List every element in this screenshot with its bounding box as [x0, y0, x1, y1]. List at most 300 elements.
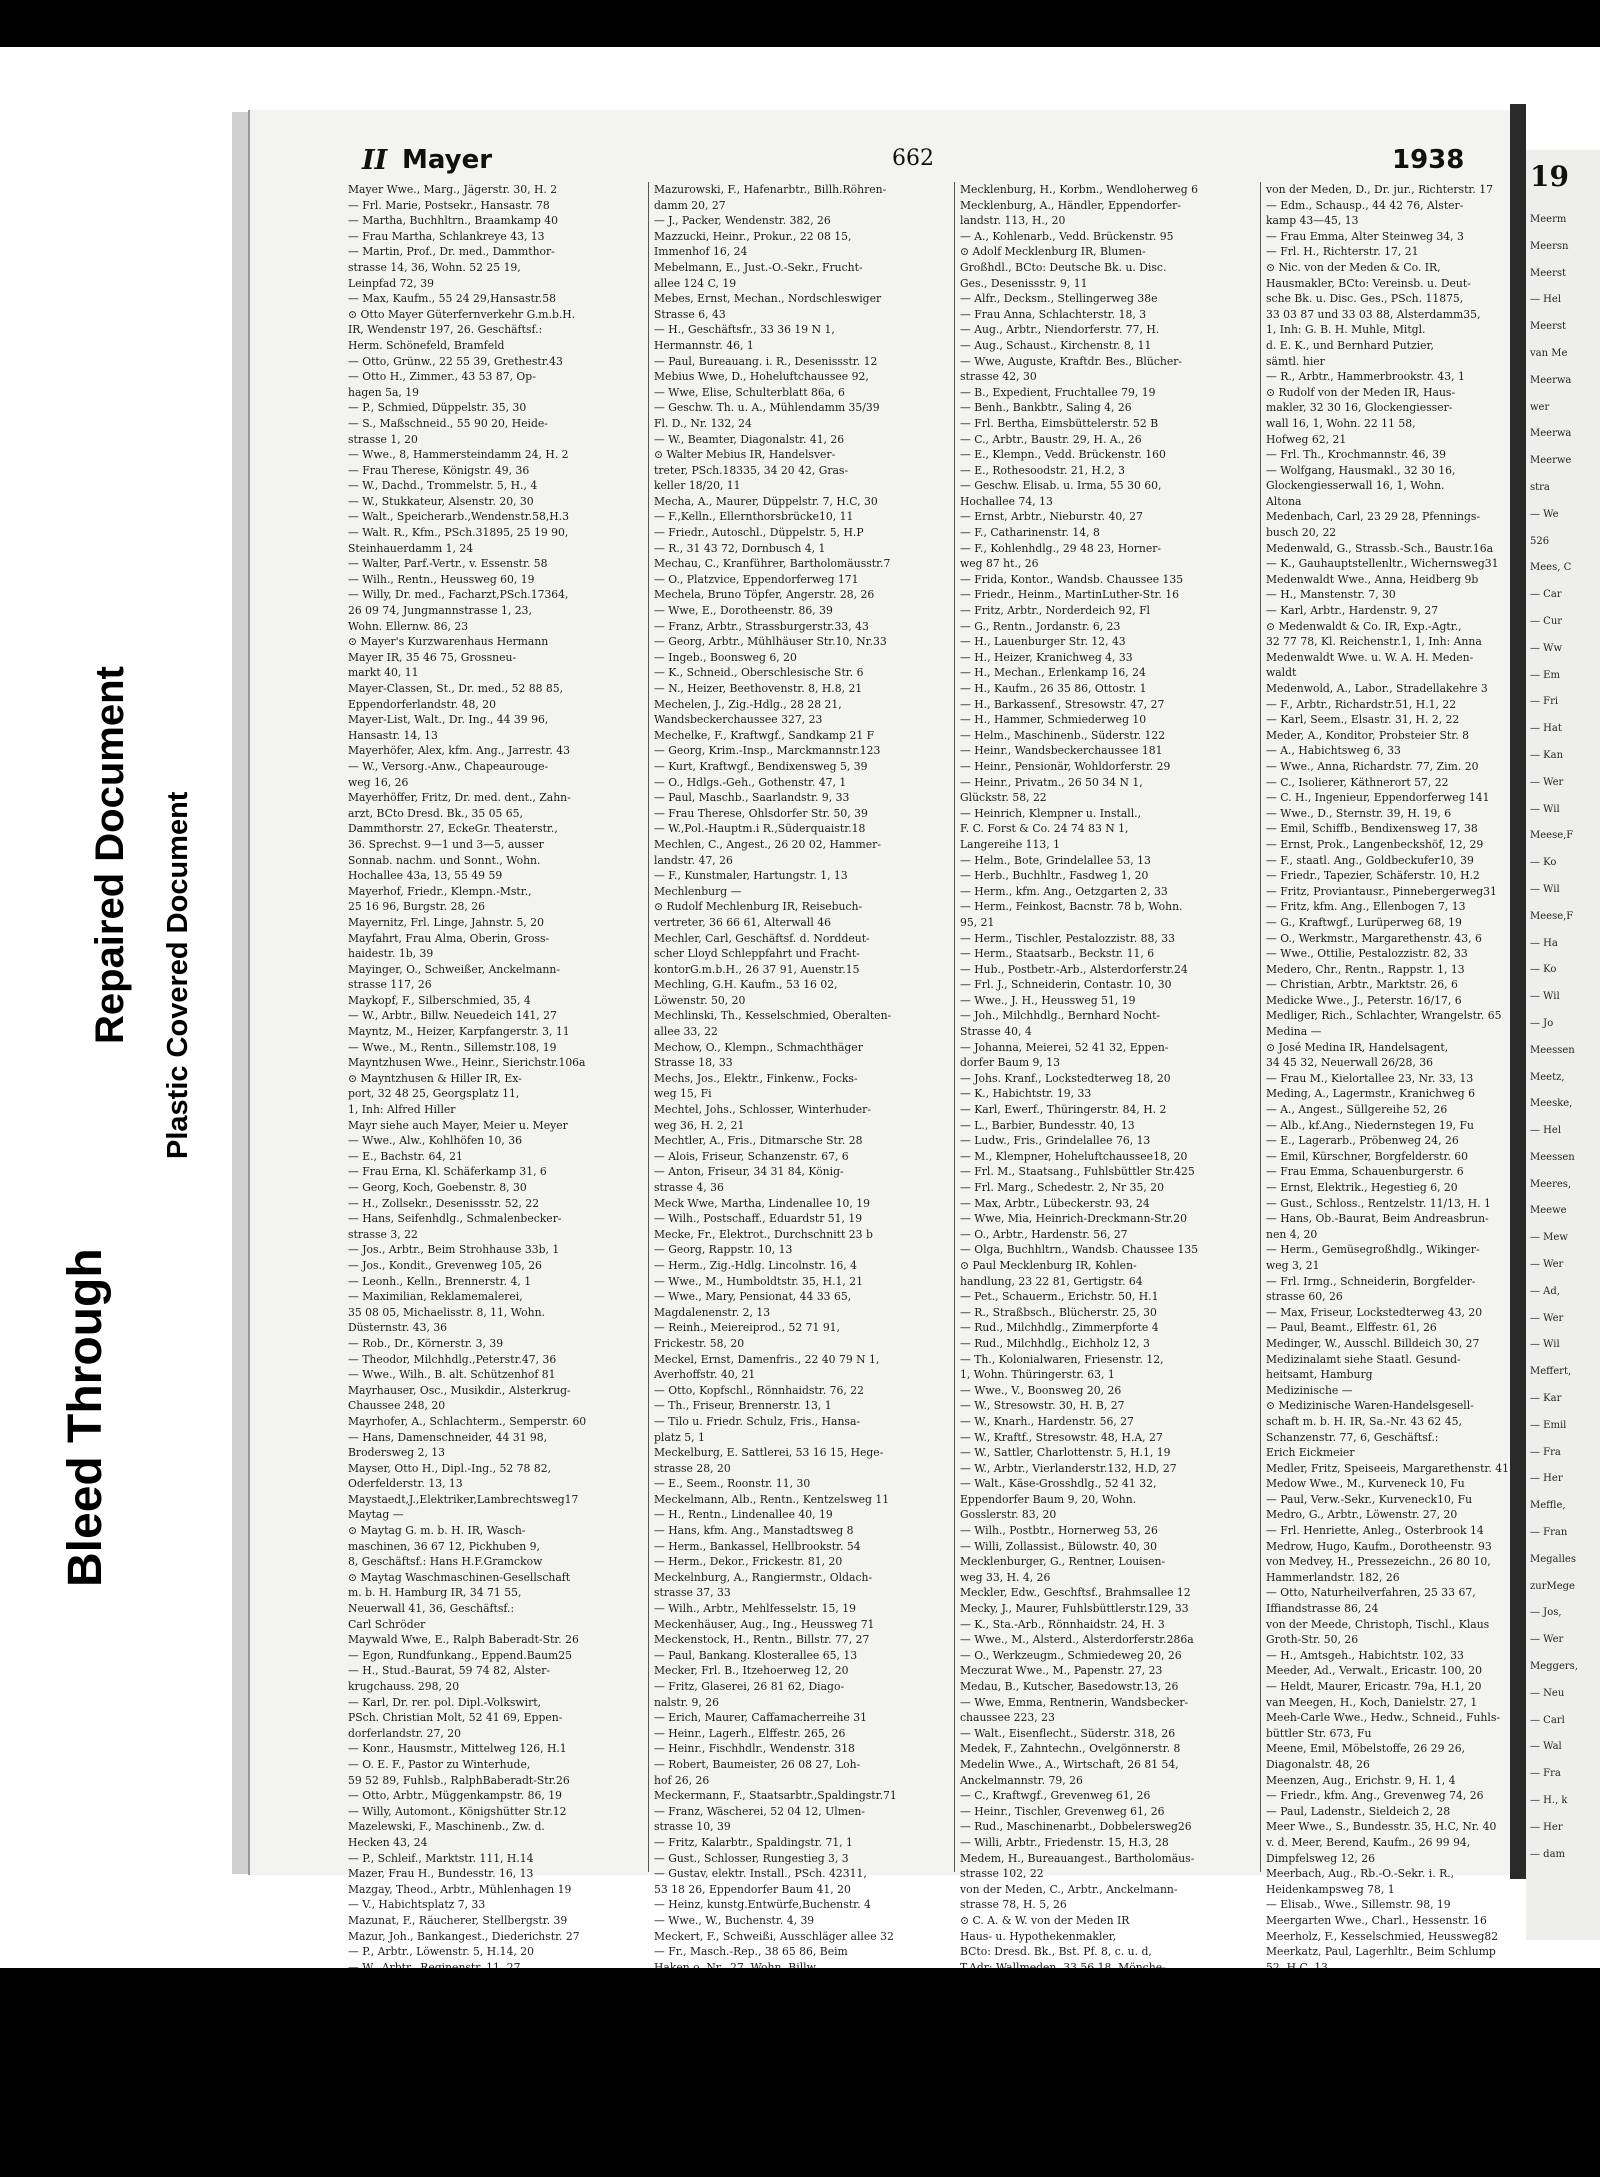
directory-entry-line: — O., Arbtr., Hardenstr. 56, 27	[960, 1227, 1128, 1241]
directory-entry-line: — Paul, Ladenstr., Sieldeich 2, 28	[1266, 1804, 1451, 1818]
directory-entry-line: Mechtler, A., Fris., Ditmarsche Str. 28	[654, 1134, 863, 1148]
directory-entry-line: krugchauss. 298, 20	[348, 1680, 460, 1693]
directory-entry-line: — Paul, Bureauang. i. R., Desenissstr. 12	[654, 354, 878, 368]
directory-entry-line: Medelin Wwe., A., Wirtschaft, 26 81 54,	[960, 1757, 1179, 1771]
directory-entry-line: — H., Lauenburger Str. 12, 43	[960, 635, 1126, 649]
directory-entry-line: Leinpfad 72, 39	[348, 276, 434, 290]
directory-entry-line: — Willi, Zollassist., Bülowstr. 40, 30	[960, 1539, 1158, 1553]
directory-entry-line: — Jos., Arbtr., Beim Strohhause 33b, 1	[348, 1243, 560, 1257]
directory-entry-line: — F., Kunstmaler, Hartungstr. 1, 13	[654, 869, 848, 883]
directory-entry-line: — Ernst, Elektrik., Hegestieg 6, 20	[1266, 1181, 1458, 1194]
directory-entry-line: 36. Sprechst. 9—1 und 3—5, ausser	[348, 837, 544, 851]
directory-entry-line: ⊙ Otto Mayer Güterfernverkehr G.m.b.H.	[348, 307, 576, 321]
directory-entry-line: Medow Wwe., M., Kurveneck 10, Fu	[1266, 1477, 1465, 1491]
directory-entry-line: — Leonh., Kelln., Brennerstr. 4, 1	[348, 1274, 532, 1288]
directory-entry-line: — Fra	[1530, 1446, 1561, 1458]
directory-entry-line: Anckelmannstr. 79, 26	[960, 1773, 1083, 1787]
directory-entry-line: Meene, Emil, Möbelstoffe, 26 29 26,	[1266, 1742, 1466, 1756]
directory-entry-line: Medenwold, A., Labor., Stradellakehre 3	[1266, 682, 1488, 695]
directory-entry-line: ⊙ C. A. & W. von der Meden IR	[960, 1913, 1130, 1927]
directory-entry-line: Meckler, Edw., Geschftsf., Brahmsallee 12	[960, 1586, 1191, 1600]
directory-entry-line: — Wil	[1530, 991, 1560, 1003]
directory-entry-line: — Rob., Dr., Körnerstr. 3, 39	[348, 1336, 504, 1350]
directory-entry-line: Mayrhauser, Osc., Musikdir., Alsterkrug-	[348, 1383, 571, 1397]
directory-entry-line: — Fritz, Arbtr., Norderdeich 92, Fl	[960, 604, 1151, 618]
directory-entry-line: — Frl. Marie, Postsekr., Hansastr. 78	[348, 198, 550, 212]
directory-entry-line: Meenzen, Aug., Erichstr. 9, H. 1, 4	[1266, 1773, 1456, 1787]
directory-entry-line: Meewe	[1530, 1205, 1567, 1217]
directory-entry-line: weg 33, H. 4, 26	[960, 1570, 1051, 1584]
directory-entry-line: Mecky, J., Maurer, Fuhlsbüttlerstr.129, 33	[960, 1602, 1189, 1616]
directory-entry-line: — N., Heizer, Beethovenstr. 8, H.8, 21	[654, 682, 863, 695]
directory-entry-line: Meck Wwe, Martha, Lindenallee 10, 19	[654, 1196, 871, 1210]
directory-entry-line: ⊙ Walter Mebius IR, Handelsver-	[654, 448, 836, 462]
directory-entry-line: weg 3, 21	[1266, 1258, 1320, 1272]
entries-column-1	[348, 182, 649, 1959]
directory-entry-line: — Emil, Schiffb., Bendixensweg 17, 38	[1266, 822, 1478, 836]
directory-entry-line: — Ww	[1530, 642, 1563, 654]
directory-entry-line: Averhoffstr. 40, 21	[654, 1368, 756, 1382]
directory-entry-line: Mechelen, J., Zig.-Hdlg., 28 28 21,	[654, 697, 842, 711]
directory-entry-line: — C., Kraftwgf., Grevenweg 61, 26	[960, 1789, 1151, 1803]
label-bleed-through: Bleed Through	[59, 1248, 112, 1587]
directory-entry-line: Sonnab. nachm. und Sonnt., Wohn.	[348, 853, 541, 867]
book-gutter	[1510, 104, 1526, 1879]
directory-entry-line: handlung, 23 22 81, Gertigstr. 64	[960, 1274, 1143, 1288]
directory-entry-line: — Hans, kfm. Ang., Manstadtsweg 8	[654, 1524, 854, 1538]
directory-entry-line: — Pet., Schauerm., Erichstr. 50, H.1	[960, 1290, 1159, 1304]
directory-entry-line: treter, PSch.18335, 34 20 42, Gras-	[654, 463, 849, 477]
directory-entry-line: — Hans, Damenschneider, 44 31 98,	[348, 1430, 548, 1444]
directory-entry-line: — E., Bachstr. 64, 21	[348, 1149, 463, 1163]
directory-entry-line: 34 45 32, Neuerwall 26/28, 36	[1266, 1056, 1434, 1070]
directory-entry-line: strasse 28, 20	[654, 1461, 731, 1475]
directory-entry-line: Medina —	[1266, 1025, 1322, 1039]
directory-entry-line: — Willi, Arbtr., Friedenstr. 15, H.3, 28	[960, 1835, 1169, 1849]
directory-entry-line: F. C. Forst & Co. 24 74 83 N 1,	[960, 822, 1129, 836]
directory-entry-line: — Emil	[1530, 1419, 1567, 1431]
directory-entry-line: — Olga, Buchhltrn., Wandsb. Chaussee 135	[960, 1243, 1199, 1257]
directory-entry-line: — J., Packer, Wendenstr. 382, 26	[654, 214, 831, 228]
directory-entry-line: — A., Angest., Süllgereihe 52, 26	[1266, 1103, 1448, 1117]
directory-entry-line: — Paul, Bankang. Klosterallee 65, 13	[654, 1648, 858, 1662]
scan-bottom-border	[0, 1968, 1600, 2177]
directory-entry-line: Steinhauerdamm 1, 24	[348, 541, 474, 555]
directory-entry-line: v. d. Meer, Berend, Kaufm., 26 99 94,	[1266, 1835, 1471, 1849]
directory-entry-line: Mazer, Frau H., Bundesstr. 16, 13	[348, 1867, 534, 1881]
directory-entry-line: — W.,Pol.-Hauptm.i R.,Süderquaistr.18	[654, 822, 866, 836]
directory-entry-line: — Frau Therese, Königstr. 49, 36	[348, 463, 530, 477]
directory-entry-line: — Herm., Staatsarb., Beckstr. 11, 6	[960, 947, 1155, 961]
directory-entry-line: Meggers,	[1530, 1661, 1578, 1673]
directory-entry-line: Mayerhöfer, Alex, kfm. Ang., Jarrestr. 43	[348, 744, 570, 758]
directory-entry-line: — Frl. Bertha, Eimsbüttelerstr. 52 B	[960, 416, 1159, 430]
directory-entry-line: Carl Schröder	[348, 1617, 426, 1631]
directory-entry-line: — M., Klempner, Hoheluftchaussee18, 20	[960, 1149, 1188, 1163]
directory-entry-line: — Christian, Arbtr., Marktstr. 26, 6	[1266, 978, 1458, 992]
directory-entry-line: — Heldt, Maurer, Ericastr. 79a, H.1, 20	[1266, 1680, 1482, 1693]
directory-entry-line: — Ingeb., Boonsweg 6, 20	[654, 650, 797, 664]
directory-entry-line: — W., Beamter, Diagonalstr. 41, 26	[654, 432, 845, 446]
directory-entry-line: 26 09 74, Jungmannstrasse 1, 23,	[348, 604, 532, 618]
directory-entry-line: Medero, Chr., Rentn., Rappstr. 1, 13	[1266, 962, 1465, 976]
directory-entry-line: stra	[1530, 481, 1550, 493]
directory-entry-line: — A., Habichtsweg 6, 33	[1266, 744, 1401, 758]
directory-entry-line: heitsamt, Hamburg	[1266, 1368, 1373, 1382]
directory-entry-line: — Ha	[1530, 937, 1558, 949]
directory-entry-line: damm 20, 27	[654, 198, 726, 212]
directory-entry-line: von der Meede, Christoph, Tischl., Klaus	[1266, 1617, 1490, 1631]
directory-entry-line: maschinen, 36 67 12, Pickhuben 9,	[348, 1539, 540, 1553]
directory-entry-line: PSch. Christian Molt, 52 41 69, Eppen-	[348, 1711, 563, 1725]
directory-entry-line: — Wwe., M., Humboldtstr. 35, H.1, 21	[654, 1274, 863, 1288]
directory-entry-line: Mechs, Jos., Elektr., Finkenw., Focks-	[654, 1071, 858, 1085]
directory-entry-line: — Frida, Kontor., Wandsb. Chaussee 135	[960, 572, 1184, 586]
directory-entry-line: — Karl, Dr. rer. pol. Dipl.-Volkswirt,	[348, 1695, 542, 1709]
directory-entry-line: Mecklenburg, H., Korbm., Wendloherweg 6	[960, 183, 1199, 196]
directory-entry-line: Meerst	[1530, 321, 1567, 333]
directory-entry-line: — Georg, Rappstr. 10, 13	[654, 1243, 793, 1257]
directory-entry-line: — Georg, Arbtr., Mühlhäuser Str.10, Nr.33	[654, 635, 887, 649]
directory-entry-line: 35 08 05, Michaelisstr. 8, 11, Wohn.	[348, 1305, 545, 1319]
directory-entry-line: vertreter, 36 66 61, Alterwall 46	[654, 915, 831, 929]
directory-entry-line: Meergarten Wwe., Charl., Hessenstr. 16	[1266, 1913, 1487, 1927]
directory-entry-line: ⊙ Mayntzhusen & Hiller IR, Ex-	[348, 1071, 522, 1085]
directory-entry-line: Meerbach, Aug., Rb.-O.-Sekr. i. R.,	[1266, 1867, 1455, 1881]
directory-entry-line: Meffert,	[1530, 1366, 1572, 1378]
directory-entry-line: — Jo	[1530, 1017, 1554, 1029]
directory-entry-line: Mayrhofer, A., Schlachterm., Semperstr. 60	[348, 1414, 587, 1428]
directory-entry-line: — G., Rentn., Jordanstr. 6, 23	[960, 619, 1121, 633]
directory-entry-line: — Willy, Automont., Königshütter Str.12	[348, 1804, 567, 1818]
directory-entry-line: — Kurt, Kraftwgf., Bendixensweg 5, 39	[654, 759, 868, 773]
directory-entry-line: Meetz,	[1530, 1071, 1565, 1083]
directory-entry-line: — B., Expedient, Fruchtallee 79, 19	[960, 385, 1156, 399]
directory-entry-line: — O., Hdlgs.-Geh., Gothenstr. 47, 1	[654, 775, 847, 789]
directory-entry-line: Medek, F., Zahntechn., Ovelgönnerstr. 8	[960, 1742, 1181, 1756]
directory-entry-line: port, 32 48 25, Georgsplatz 11,	[348, 1087, 520, 1101]
directory-entry-line: — Cur	[1530, 615, 1563, 627]
directory-entry-line: — F., Catharinenstr. 14, 8	[960, 526, 1100, 540]
directory-entry-line: — Wilh., Postschaff., Eduardstr 51, 19	[654, 1212, 863, 1226]
directory-entry-line: Magdalenenstr. 2, 13	[654, 1305, 771, 1319]
directory-entry-line: Mayinger, O., Schweißer, Anckelmann-	[348, 962, 560, 976]
directory-entry-line: — Wwe., Alw., Kohlhöfen 10, 36	[348, 1134, 523, 1148]
directory-entry-line: — Hel	[1530, 294, 1562, 306]
directory-entry-line: — Mew	[1530, 1232, 1568, 1244]
directory-entry-line: Mazur, Joh., Bankangest., Diederichstr. 27	[348, 1929, 580, 1943]
directory-entry-line: — Ko	[1530, 964, 1557, 976]
directory-entry-line: ⊙ Paul Mecklenburg IR, Kohlen-	[960, 1258, 1137, 1272]
directory-entry-line: — Frau Emma, Schauenburgerstr. 6	[1266, 1165, 1464, 1179]
directory-entry-line: — Heinrich, Klempner u. Install.,	[960, 806, 1142, 820]
directory-entry-line: — Frau Erna, Kl. Schäferkamp 31, 6	[348, 1165, 547, 1179]
directory-entry-line: — Edm., Schausp., 44 42 76, Alster-	[1266, 198, 1464, 212]
directory-entry-line: — Otto, Arbtr., Müggenkampstr. 86, 19	[348, 1789, 562, 1803]
directory-entry-line: kamp 43—45, 13	[1266, 214, 1359, 228]
directory-entry-line: — W., Knarh., Hardenstr. 56, 27	[960, 1414, 1134, 1428]
directory-entry-line: platz 5, 1	[654, 1430, 705, 1444]
directory-entry-line: — Erich, Maurer, Caffamacherreihe 31	[654, 1711, 867, 1725]
directory-entry-line: ⊙ Medizinische Waren-Handelsgesell-	[1266, 1399, 1474, 1413]
directory-entry-line: — L., Barbier, Bundesstr. 40, 13	[960, 1118, 1135, 1132]
directory-entry-line: Mayntz, M., Heizer, Karpfangerstr. 3, 11	[348, 1025, 570, 1039]
directory-entry-line: — Geschw. Elisab. u. Irma, 55 30 60,	[960, 479, 1162, 493]
directory-entry-line: — Paul, Verw.-Sekr., Kurveneck10, Fu	[1266, 1492, 1473, 1506]
directory-entry-line: landstr. 113, H., 20	[960, 214, 1066, 228]
directory-entry-line: 1, Inh: Alfred Hiller	[348, 1103, 456, 1117]
directory-entry-line: — Th., Friseur, Brennerstr. 13, 1	[654, 1399, 832, 1413]
directory-entry-line: d. E. K., und Bernhard Putzier,	[1266, 338, 1434, 352]
directory-entry-line: wall 16, 1, Wohn. 22 11 58,	[1266, 416, 1416, 430]
directory-entry-line: Meckelmann, Alb., Rentn., Kentzelsweg 11	[654, 1492, 890, 1506]
directory-entry-line: — Wwe., M., Alsterd., Alsterdorferstr.286a	[960, 1633, 1194, 1647]
directory-entry-line: — Gust., Schloss., Rentzelstr. 11/13, H. 1	[1266, 1196, 1491, 1210]
directory-entry-line: Meessen	[1530, 1044, 1575, 1056]
directory-entry-line: — Kar	[1530, 1393, 1562, 1405]
directory-entry-line: — Walt., Speicherarb.,Wendenstr.58,H.3	[348, 510, 569, 524]
directory-entry-line: waldt	[1266, 666, 1297, 680]
directory-entry-line: — Jos,	[1530, 1607, 1562, 1619]
directory-page	[248, 110, 1512, 1959]
directory-entry-line: — Th., Kolonialwaren, Friesenstr. 12,	[960, 1352, 1164, 1366]
directory-entry-line: Schanzenstr. 77, 6, Geschäftsf.:	[1266, 1430, 1439, 1444]
directory-entry-line: Hammerlandstr. 182, 26	[1266, 1570, 1400, 1584]
directory-entry-line: Düsternstr. 43, 36	[348, 1321, 448, 1335]
directory-entry-line: — Aug., Schaust., Kirchenstr. 8, 11	[960, 338, 1152, 352]
directory-entry-line: — Walt., Eisenflecht., Süderstr. 318, 26	[960, 1726, 1176, 1740]
directory-entry-line: — Frl. M., Staatsang., Fuhlsbüttler Str.425	[960, 1165, 1195, 1179]
directory-entry-line: — Paul, Maschb., Saarlandstr. 9, 33	[654, 791, 850, 805]
directory-entry-line: — Ernst, Prok., Langenbeckshöf, 12, 29	[1266, 837, 1484, 851]
directory-entry-line: wer	[1530, 401, 1550, 413]
directory-entry-line: Meersn	[1530, 240, 1569, 252]
directory-entry-line: — Wal	[1530, 1741, 1562, 1753]
directory-entry-line: Medenwald, G., Strassb.-Sch., Baustr.16a	[1266, 541, 1494, 555]
adjacent-page-entries	[1530, 202, 1602, 1873]
directory-entry-line: strasse 102, 22	[960, 1867, 1044, 1881]
directory-entry-line: — Ludw., Fris., Grindelallee 76, 13	[960, 1134, 1151, 1148]
directory-entry-line: dorferlandstr. 27, 20	[348, 1726, 461, 1740]
directory-entry-line: Haus- u. Hypothekenmakler,	[960, 1929, 1117, 1943]
directory-entry-line: Glückstr. 58, 22	[960, 791, 1047, 805]
directory-entry-line: Wandsbeckerchaussee 327, 23	[654, 713, 823, 727]
directory-entry-line: — C., Arbtr., Baustr. 29, H. A., 26	[960, 432, 1142, 446]
directory-entry-line: Frickestr. 58, 20	[654, 1336, 745, 1350]
directory-entry-line: — Wer	[1530, 1312, 1564, 1324]
directory-entry-line: strasse 14, 36, Wohn. 52 25 19,	[348, 260, 521, 274]
directory-entry-line: Meessen	[1530, 1151, 1575, 1163]
directory-entry-line: strasse 1, 20	[348, 432, 418, 446]
directory-entry-line: Mayser, Otto H., Dipl.-Ing., 52 78 82,	[348, 1461, 552, 1475]
directory-entry-line: — Emil, Kürschner, Borgfelderstr. 60	[1266, 1149, 1469, 1163]
directory-entry-line: — Herm., Tischler, Pestalozzistr. 88, 33	[960, 931, 1175, 945]
directory-entry-line: ⊙ Maytag G. m. b. H. IR, Wasch-	[348, 1524, 526, 1538]
directory-entry-line: Mecklenburger, G., Rentner, Louisen-	[960, 1555, 1166, 1569]
directory-entry-line: — Egon, Rundfunkang., Eppend.Baum25	[348, 1648, 573, 1662]
directory-entry-line: — H., Rentn., Lindenallee 40, 19	[654, 1508, 833, 1522]
directory-entry-line: Meczurat Wwe., M., Papenstr. 27, 23	[960, 1664, 1163, 1678]
directory-entry-line: — W., Arbtr., Billw. Neuedeich 141, 27	[348, 1009, 557, 1023]
directory-entry-line: — Frau Martha, Schlankreye 43, 13	[348, 229, 545, 243]
directory-entry-line: — C., Isolierer, Käthnerort 57, 22	[1266, 775, 1449, 789]
directory-entry-line: Eppendorfer Baum 9, 20, Wohn.	[960, 1492, 1137, 1506]
directory-entry-line: Medenwaldt Wwe., Anna, Heidberg 9b	[1266, 572, 1479, 586]
directory-entry-line: strasse 3, 22	[348, 1227, 418, 1241]
directory-entry-line: Löwenstr. 50, 20	[654, 993, 746, 1007]
directory-entry-line: — Wil	[1530, 883, 1560, 895]
directory-entry-line: — Anton, Friseur, 34 31 84, König-	[654, 1165, 844, 1179]
directory-entry-line: Ges., Desenissstr. 9, 11	[960, 276, 1088, 290]
directory-entry-line: ⊙ Rudolf von der Meden IR, Haus-	[1266, 385, 1456, 399]
directory-entry-line: Medrow, Hugo, Kaufm., Dorotheenstr. 93	[1266, 1539, 1492, 1553]
page-header	[250, 145, 1512, 179]
directory-entry-line: — Frau Emma, Alter Steinweg 34, 3	[1266, 229, 1464, 243]
directory-entry-line: — Em	[1530, 669, 1560, 681]
directory-entry-line: — G., Kraftwgf., Lurüperweg 68, 19	[1266, 915, 1462, 929]
directory-entry-line: — Frau Therese, Ohlsdorfer Str. 50, 39	[654, 806, 868, 820]
directory-entry-line: — Wwe., 8, Hammersteindamm 24, H. 2	[348, 448, 569, 462]
directory-entry-line: chaussee 223, 23	[960, 1711, 1055, 1725]
directory-entry-line: Hermannstr. 46, 1	[654, 338, 754, 352]
directory-entry-line: — Fr., Masch.-Rep., 38 65 86, Beim	[654, 1945, 848, 1959]
directory-entry-line: 33 03 87 und 33 03 88, Alsterdamm35,	[1266, 307, 1481, 321]
directory-entry-line: — Martha, Buchhltrn., Braamkamp 40	[348, 214, 559, 228]
directory-entry-line: — O., Platzvice, Eppendorferweg 171	[654, 572, 859, 586]
directory-entry-line: Hecken 43, 24	[348, 1835, 428, 1849]
directory-entry-line: hof 26, 26	[654, 1773, 710, 1787]
directory-entry-line: — Max, Arbtr., Lübeckerstr. 93, 24	[960, 1196, 1150, 1210]
adjacent-page	[1526, 150, 1600, 1940]
directory-entry-line: weg 87 ht., 26	[960, 557, 1039, 571]
directory-entry-line: Strasse 18, 33	[654, 1056, 733, 1070]
directory-entry-line: — Hat	[1530, 723, 1562, 735]
directory-entry-line: Meckel, Ernst, Damenfris., 22 40 79 N 1,	[654, 1352, 880, 1366]
directory-entry-line: Altona	[1266, 494, 1302, 508]
directory-entry-line: — Willy, Dr. med., Facharzt,PSch.17364,	[348, 588, 569, 602]
directory-entry-line: — Heinr., Fischhdlr., Wendenstr. 318	[654, 1742, 855, 1756]
directory-entry-line: Maystaedt,J.,Elektriker,Lambrechtsweg17	[348, 1492, 579, 1506]
directory-entry-line: — W., Dachd., Trommelstr. 5, H., 4	[348, 479, 538, 493]
directory-entry-line: Herm. Schönefeld, Bramfeld	[348, 338, 505, 352]
directory-entry-line: Brodersweg 2, 13	[348, 1446, 446, 1460]
directory-entry-line: Meckelburg, E. Sattlerei, 53 16 15, Hege-	[654, 1446, 884, 1460]
directory-entry-line: Mayer IR, 35 46 75, Grossneu-	[348, 650, 517, 664]
directory-entry-line: m. b. H. Hamburg IR, 34 71 55,	[348, 1586, 522, 1600]
directory-entry-line: Meerwa	[1530, 428, 1572, 440]
directory-entry-line: Mecha, A., Maurer, Düppelstr. 7, H.C, 30	[654, 494, 878, 508]
directory-entry-line: — Franz, Arbtr., Strassburgerstr.33, 43	[654, 619, 869, 633]
directory-entry-line: Hochallee 43a, 13, 55 49 59	[348, 869, 503, 883]
directory-entry-line: ⊙ Nic. von der Meden & Co. IR,	[1266, 260, 1441, 274]
directory-entry-line: — Frl. J., Schneiderin, Contastr. 10, 30	[960, 978, 1172, 992]
directory-entry-line: — H., Heizer, Kranichweg 4, 33	[960, 650, 1133, 664]
directory-entry-line: markt 40, 11	[348, 666, 419, 680]
directory-entry-line: Mechlinski, Th., Kesselschmied, Oberalten-	[654, 1009, 892, 1023]
directory-entry-line: — Wer	[1530, 776, 1564, 788]
directory-entry-line: Meckelnburg, A., Rangiermstr., Oldach-	[654, 1570, 873, 1584]
directory-entry-line: Meerst	[1530, 267, 1567, 279]
directory-entry-line: — F., staatl. Ang., Goldbeckufer10, 39	[1266, 853, 1474, 867]
directory-entry-line: Meer Wwe., S., Bundesstr. 35, H.C, Nr. 40	[1266, 1820, 1497, 1834]
directory-entry-line: von Medvey, H., Pressezeichn., 26 80 10,	[1266, 1555, 1491, 1569]
directory-entry-line: Dammthorstr. 27, EckeGr. Theaterstr.,	[348, 822, 558, 836]
directory-entry-line: — Wwe., M., Rentn., Sillemstr.108, 19	[348, 1040, 557, 1054]
directory-entry-line: nalstr. 9, 26	[654, 1695, 720, 1709]
directory-entry-line: hagen 5a, 19	[348, 385, 419, 399]
directory-entry-line: Großhdl., BCto: Deutsche Bk. u. Disc.	[960, 260, 1167, 274]
directory-entry-line: strasse 117, 26	[348, 978, 432, 992]
directory-entry-line: Hofweg 62, 21	[1266, 432, 1347, 446]
label-plastic-covered-document: Plastic Covered Document	[162, 791, 194, 1159]
directory-entry-line: — Friedr., Autoschl., Düppelstr. 5, H.P	[654, 526, 864, 540]
directory-entry-line: 59 52 89, Fuhlsb., RalphBaberadt-Str.26	[348, 1773, 570, 1787]
directory-entry-line: — Franz, Wäscherei, 52 04 12, Ulmen-	[654, 1804, 865, 1818]
directory-entry-line: — F., Arbtr., Richardstr.51, H.1, 22	[1266, 697, 1457, 711]
directory-entry-line: — Otto, Naturheilverfahren, 25 33 67,	[1266, 1586, 1476, 1600]
directory-entry-line: Groth-Str. 50, 26	[1266, 1633, 1359, 1647]
directory-entry-line: Eppendorferlandstr. 48, 20	[348, 697, 496, 711]
directory-entry-line: — Wwe, E., Dorotheenstr. 86, 39	[654, 604, 833, 618]
directory-entry-line: — W., Versorg.-Anw., Chapeaurouge-	[348, 759, 549, 773]
directory-entry-line: Mazurowski, F., Hafenarbtr., Billh.Röhren-	[654, 183, 887, 196]
label-repaired-document: Repaired Document	[88, 666, 132, 1044]
directory-entry-line: Mechling, G.H. Kaufm., 53 16 02,	[654, 978, 838, 992]
directory-entry-line: Mecklenburg, A., Händler, Eppendorfer-	[960, 198, 1181, 212]
directory-entry-line: Mechtel, Johs., Schlosser, Winterhuder-	[654, 1103, 871, 1117]
directory-entry-line: — A., Kohlenarb., Vedd. Brückenstr. 95	[960, 229, 1174, 243]
directory-entry-line: Medenbach, Carl, 23 29 28, Pfennings-	[1266, 510, 1481, 524]
directory-entry-line: — H., Amtsgeh., Habichtstr. 102, 33	[1266, 1648, 1464, 1662]
directory-entry-line: busch 20, 22	[1266, 526, 1337, 540]
directory-entry-line: — Robert, Baumeister, 26 08 27, Loh-	[654, 1757, 861, 1771]
directory-entry-line: — Frl. Th., Krochmannstr. 46, 39	[1266, 448, 1447, 462]
directory-entry-line: Meerholz, F., Kesselschmied, Heussweg82	[1266, 1929, 1499, 1943]
directory-entry-line: Mechlen, C., Angest., 26 20 02, Hammer-	[654, 837, 881, 851]
directory-entry-line: Mebelmann, E., Just.-O.-Sekr., Frucht-	[654, 260, 863, 274]
directory-entry-line: — P., Arbtr., Löwenstr. 5, H.14, 20	[348, 1945, 534, 1959]
directory-entry-line: — W., Kraftf., Stresowstr. 48, H.A, 27	[960, 1430, 1163, 1444]
directory-entry-line: Mebius Wwe, D., Hoheluftchaussee 92,	[654, 370, 869, 384]
directory-entry-line: dorfer Baum 9, 13	[960, 1056, 1061, 1070]
directory-entry-line: — Wilh., Rentn., Heussweg 60, 19	[348, 572, 535, 586]
directory-entry-line: — Wwe., Wilh., B. alt. Schützenhof 81	[348, 1368, 556, 1382]
directory-entry-line: ⊙ Adolf Mecklenburg IR, Blumen-	[960, 245, 1146, 259]
directory-entry-line: — Fritz, Proviantausr., Pinnebergerweg31	[1266, 884, 1497, 898]
directory-entry-line: — O. E. F., Pastor zu Winterhude,	[348, 1757, 531, 1771]
directory-entry-line: — H., Stud.-Baurat, 59 74 82, Alster-	[348, 1664, 551, 1678]
directory-entry-line: arzt, BCto Dresd. Bk., 35 05 65,	[348, 806, 523, 820]
directory-entry-line: Mecke, Fr., Elektrot., Durchschnitt 23 b	[654, 1227, 873, 1241]
directory-entry-line: Mazunat, F., Räucherer, Stellbergstr. 39	[348, 1913, 568, 1927]
directory-entry-line: — Benh., Bankbtr., Saling 4, 26	[960, 401, 1132, 415]
directory-entry-line: — Walter, Parf.-Vertr., v. Essenstr. 58	[348, 557, 548, 571]
directory-entry-line: — R., 31 43 72, Dornbusch 4, 1	[654, 541, 826, 555]
directory-entry-line: strasse 10, 39	[654, 1820, 731, 1834]
directory-entry-line: keller 18/20, 11	[654, 479, 741, 493]
directory-entry-line: Fl. D., Nr. 132, 24	[654, 416, 752, 430]
directory-entry-line: — Wwe., Anna, Richardstr. 77, Zim. 20	[1266, 759, 1479, 773]
directory-entry-line: — E., Lagerarb., Pröbenweg 24, 26	[1266, 1134, 1459, 1148]
directory-entry-line: — Wwe., D., Sternstr. 39, H. 19, 6	[1266, 806, 1452, 820]
directory-entry-line: — V., Habichtsplatz 7, 33	[348, 1898, 486, 1912]
directory-entry-line: — Frl. H., Richterstr. 17, 21	[1266, 245, 1419, 259]
directory-entry-line: — Hans, Ob.-Baurat, Beim Andreasbrun-	[1266, 1212, 1489, 1226]
directory-entry-line: Maykopf, F., Silberschmied, 35, 4	[348, 993, 531, 1007]
page-heading-name: Mayer	[402, 145, 493, 175]
directory-entry-line: Maytag —	[348, 1508, 404, 1522]
directory-entry-line: — Konr., Hausmstr., Mittelweg 126, H.1	[348, 1742, 567, 1756]
